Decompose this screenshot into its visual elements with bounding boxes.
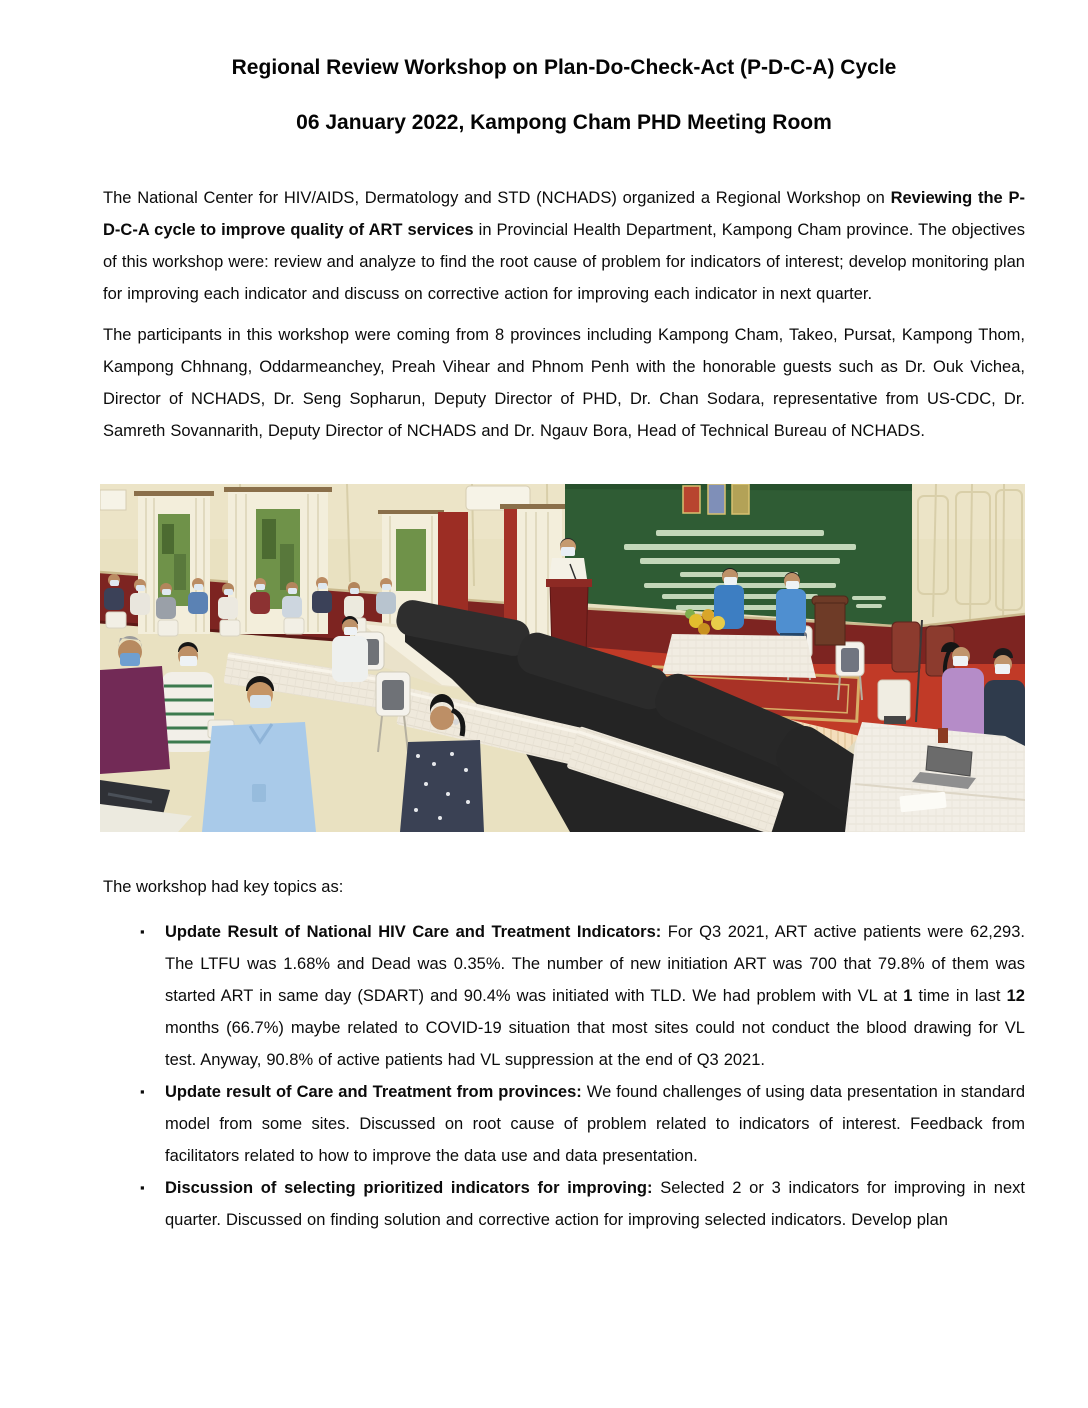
topic-1-heading: Update Result of National HIV Care and Treatment Indicators: — [165, 923, 662, 941]
page-title: Regional Review Workshop on Plan-Do-Check-Act (P-D-C-A) Cycle — [231, 56, 897, 79]
coffee-cup — [938, 728, 948, 743]
topic-1-bold-2: 12 — [1006, 987, 1025, 1005]
topic-1-text-1: For Q3 2021, ART active patients were 62,293. The LTFU was 1.68% and Dead was 0.35%. The number of new initiation ART was 700 that 79.8% of them was started ART in same day (SDART) and 90.4% was initiated with TLD. We had problem with VL at — [165, 923, 1025, 1005]
paragraph-1-bold: Reviewing the P-D-C-A cycle to improve quality of ART services — [103, 189, 1025, 239]
workshop-photo-illustration — [100, 484, 1025, 832]
paragraph-1 — [103, 182, 1025, 310]
topics-list — [103, 916, 1025, 1236]
topic-1-text-3: months (66.7%) maybe related to COVID-19 situation that most sites could not conduct the blood drawing for VL test. Anyway, 90.8% of active patients had VL suppression at the end of Q3 2021. — [165, 1019, 1025, 1069]
workshop-photo — [100, 484, 1025, 832]
topic-item-2 — [103, 1076, 1025, 1172]
topic-1-text-2: time in last — [912, 987, 1007, 1005]
topic-2-heading: Update result of Care and Treatment from provinces: — [165, 1083, 582, 1101]
page-subtitle: 06 January 2022, Kampong Cham PHD Meeting Room — [296, 111, 832, 134]
topic-1-bold-1: 1 — [903, 987, 913, 1005]
topic-item-1 — [103, 916, 1025, 1076]
paragraph-2: The participants in this workshop were coming from 8 provinces including Kampong Cham, Takeo, Pursat, Kampong Thom, Kampong Chhnang, Oddarmeanchey, Preah Vihear and Phnom Penh with the honorable guests such as Dr. Ouk Vichea, Director of NCHADS, Dr. Seng Sopharun, Deputy Director of PHD, Dr. Chan Sodara, representative from US-CDC, Dr. Samreth Sovannarith, Deputy Director of NCHADS and Dr. Ngauv Bora, Head of Technical Bureau of NCHADS. — [103, 326, 1025, 440]
topic-2-text-1: We found challenges of using data presentation in standard model from some sites. Discussed on root cause of problem related to indicators of interest. Feedback from facilitators related to how to improve the data use and data presentation. — [165, 1083, 1025, 1165]
topic-3-heading: Discussion of selecting prioritized indicators for improving: — [165, 1179, 653, 1197]
report-page — [103, 0, 1025, 1236]
topic-3-text-1: Selected 2 or 3 indicators for improving in next quarter. Discussed on finding solution and corrective action for improving selected indicators. Develop plan — [165, 1179, 1025, 1229]
topics-intro: The workshop had key topics as: — [103, 878, 344, 896]
topic-item-3 — [103, 1172, 1025, 1236]
paragraph-1-start: The National Center for HIV/AIDS, Dermatology and STD (NCHADS) organized a Regional Workshop on — [103, 189, 891, 207]
paragraph-1-rest: in Provincial Health Department, Kampong Cham province. The objectives of this workshop were: review and analyze to find the root cause of problem for indicators of interest; develop monitoring plan for improving each indicator and discuss on corrective action for improving each indicator in next quarter. — [103, 221, 1025, 303]
